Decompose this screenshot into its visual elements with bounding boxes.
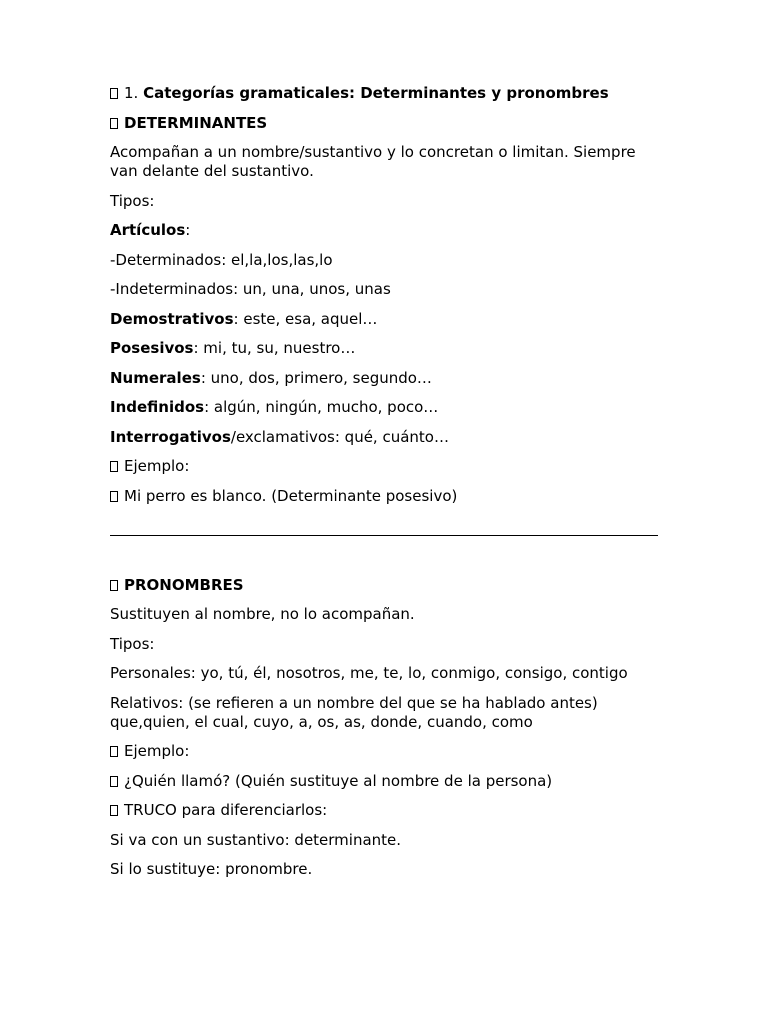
relativos-line: Relativos: (se refieren a un nombre del que se ha hablado antes) que,quien, el cual, cuyo, a, os, as, donde, cuando, como: [110, 693, 598, 731]
missing-glyph-icon: [110, 461, 118, 472]
heading-text: PRONOMBRES: [124, 575, 244, 594]
item-text: /exclamativos: qué, cuánto…: [230, 427, 449, 446]
regla-pronombre: Si lo sustituye: pronombre.: [110, 860, 313, 878]
indeterminados-line: -Indeterminados: un, una, unos, unas: [110, 280, 391, 298]
heading-text: DETERMINANTES: [124, 113, 268, 132]
section-heading-pronombres: [110, 576, 658, 595]
determinantes-intro: Acompañan a un nombre/sustantivo y lo concretan o limitan. Siempre van delante del sustantivo.: [110, 143, 636, 180]
missing-glyph-icon: [110, 88, 118, 99]
missing-glyph-icon: [110, 805, 118, 816]
truco-text: TRUCO para diferenciarlos:: [124, 801, 328, 819]
item-text: : este, esa, aquel…: [233, 309, 378, 328]
missing-glyph-icon: [110, 491, 118, 502]
missing-glyph-icon: [110, 776, 118, 787]
item-text: : algún, ningún, mucho, poco…: [204, 398, 439, 416]
regla-determinante: Si va con un sustantivo: determinante.: [110, 830, 402, 849]
pronombres-ejemplo-label-line: [110, 742, 658, 761]
list-item: [110, 310, 658, 329]
pronombres-intro: Sustituyen al nombre, no lo acompañan.: [110, 605, 415, 623]
personales-line: Personales: yo, tú, él, nosotros, me, te, lo, conmigo, consigo, contigo: [110, 664, 628, 682]
list-item: [110, 339, 658, 358]
list-item: [110, 428, 658, 447]
document-title: [110, 84, 658, 103]
item-label: Interrogativos: [110, 427, 231, 446]
horizontal-divider: [110, 535, 658, 536]
determinados-line: -Determinados: el,la,los,las,lo: [110, 250, 333, 269]
item-text: : uno, dos, primero, segundo…: [200, 368, 432, 387]
item-text: : mi, tu, su, nuestro…: [193, 339, 356, 357]
item-label: Demostrativos: [110, 309, 234, 328]
list-item: [110, 398, 658, 417]
item-label: Numerales: [110, 368, 201, 387]
articulos-rest: :: [185, 221, 191, 239]
pronombres-ejemplo-line: [110, 772, 658, 791]
missing-glyph-icon: [110, 746, 118, 757]
title-text: Categorías gramaticales: Determinantes y pronombres: [143, 84, 609, 102]
ejemplo-label: Ejemplo:: [124, 742, 190, 760]
item-label: Indefinidos: [110, 398, 205, 416]
determinantes-tipos: Tipos:: [110, 191, 155, 210]
ejemplo-label: Ejemplo:: [124, 457, 190, 475]
ejemplo-text: ¿Quién llamó? (Quién sustituye al nombre de la persona): [124, 771, 553, 790]
document-page: [110, 84, 658, 890]
item-label: Posesivos: [110, 339, 194, 357]
truco-line: [110, 801, 658, 820]
missing-glyph-icon: [110, 580, 118, 591]
title-prefix: 1.: [124, 84, 144, 102]
articulos-line: [110, 221, 658, 240]
missing-glyph-icon: [110, 118, 118, 129]
pronombres-tipos: Tipos:: [110, 634, 155, 653]
section-heading-determinantes: [110, 114, 658, 133]
ejemplo-text: Mi perro es blanco. (Determinante posesivo): [124, 486, 458, 505]
list-item: [110, 369, 658, 388]
articulos-label: Artículos: [110, 221, 186, 239]
ejemplo-line: [110, 487, 658, 506]
ejemplo-label-line: [110, 457, 658, 476]
